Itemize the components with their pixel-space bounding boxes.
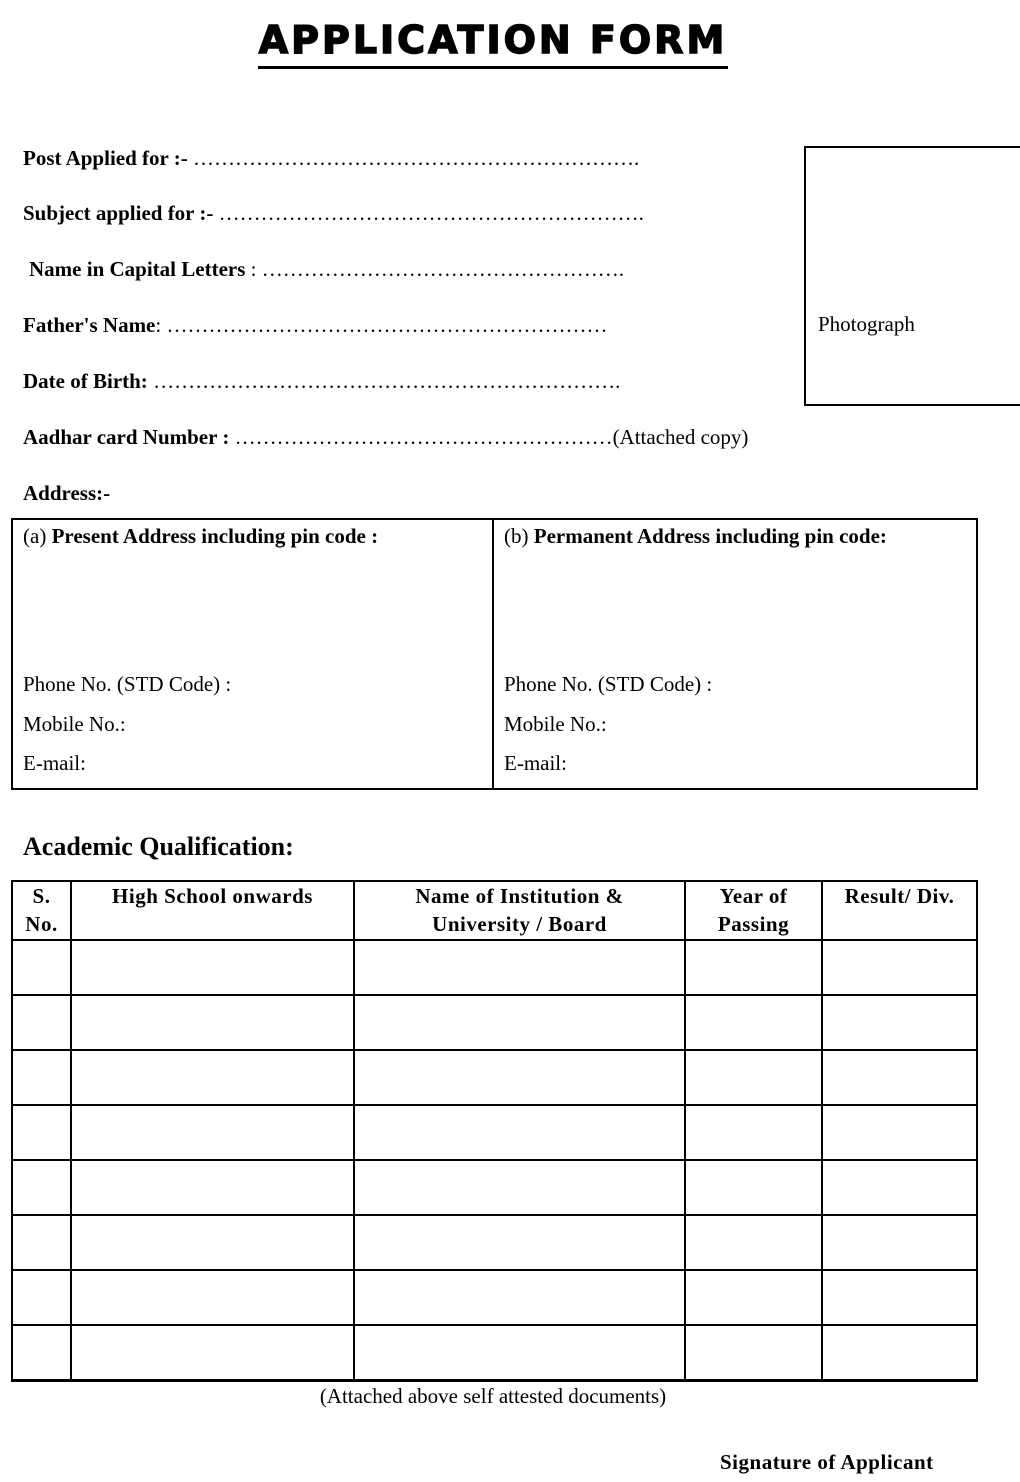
- father-name-dots: ………………………………………………………: [166, 313, 608, 337]
- header-institution-line2: University / Board: [432, 912, 607, 936]
- permanent-email-label: E-mail:: [504, 751, 567, 775]
- result-cell[interactable]: [822, 1270, 977, 1325]
- dob-field[interactable]: [23, 368, 620, 394]
- father-name-label: Father's Name: [23, 313, 156, 337]
- name-capital-label: Name in Capital Letters: [29, 257, 246, 281]
- post-applied-label: Post Applied for: [23, 146, 169, 170]
- year-cell[interactable]: [685, 1325, 822, 1381]
- sno-cell[interactable]: [12, 995, 71, 1050]
- year-cell[interactable]: [685, 1270, 822, 1325]
- table-row: [12, 1105, 977, 1160]
- table-row: [12, 1050, 977, 1105]
- table-header-row: [12, 881, 977, 940]
- year-cell[interactable]: [685, 1050, 822, 1105]
- present-mobile-label: Mobile No.:: [23, 712, 126, 736]
- sno-cell[interactable]: [12, 1050, 71, 1105]
- permanent-address-label: Permanent Address including pin code:: [533, 524, 887, 548]
- name-capital-sep: :: [245, 257, 262, 281]
- school-cell[interactable]: [71, 1105, 354, 1160]
- result-cell[interactable]: [822, 1325, 977, 1381]
- school-cell[interactable]: [71, 1050, 354, 1105]
- dob-label: Date of Birth:: [23, 369, 148, 393]
- sno-cell[interactable]: [12, 940, 71, 995]
- year-cell[interactable]: [685, 995, 822, 1050]
- table-row: [12, 995, 977, 1050]
- result-cell[interactable]: [822, 995, 977, 1050]
- permanent-mobile-label: Mobile No.:: [504, 712, 607, 736]
- school-cell[interactable]: [71, 1325, 354, 1381]
- year-cell[interactable]: [685, 1215, 822, 1270]
- result-cell[interactable]: [822, 940, 977, 995]
- address-box: [11, 518, 978, 790]
- institution-cell[interactable]: [354, 995, 685, 1050]
- subject-applied-dots: …………………………………………………….: [218, 201, 644, 225]
- signature-label: Signature of Applicant: [720, 1450, 934, 1474]
- year-cell[interactable]: [685, 1160, 822, 1215]
- year-cell[interactable]: [685, 1105, 822, 1160]
- father-name-sep: :: [155, 313, 167, 337]
- sno-cell[interactable]: [12, 1270, 71, 1325]
- academic-qualification-title: Academic Qualification:: [23, 832, 294, 861]
- table-row: [12, 940, 977, 995]
- present-address-column[interactable]: [13, 520, 494, 788]
- institution-cell[interactable]: [354, 1325, 685, 1381]
- table-row: [12, 1215, 977, 1270]
- header-sno-line1: S.: [32, 884, 51, 908]
- father-name-field[interactable]: [23, 312, 607, 338]
- header-result: [822, 881, 977, 940]
- aadhar-field[interactable]: [23, 424, 748, 450]
- header-year-line1: Year of: [719, 884, 788, 908]
- result-cell[interactable]: [822, 1050, 977, 1105]
- header-year: [685, 881, 822, 940]
- table-row: [12, 1160, 977, 1215]
- subject-applied-sep: :-: [194, 201, 219, 225]
- institution-cell[interactable]: [354, 940, 685, 995]
- permanent-phone-label: Phone No. (STD Code) :: [504, 672, 713, 696]
- header-year-line2: Passing: [717, 912, 790, 936]
- attached-documents-note: (Attached above self attested documents): [319, 1384, 667, 1408]
- result-cell[interactable]: [822, 1105, 977, 1160]
- header-sno: [12, 881, 71, 940]
- post-applied-dots: ……………………………………………………….: [192, 146, 640, 170]
- present-address-prefix: (a): [23, 524, 52, 548]
- header-school-text: High School onwards: [112, 884, 313, 908]
- dob-dots: ………………………………………………………….: [153, 369, 621, 393]
- post-applied-field[interactable]: [23, 145, 639, 171]
- table-row: [12, 1270, 977, 1325]
- present-email-label: E-mail:: [23, 751, 86, 775]
- post-applied-sep: :-: [168, 146, 193, 170]
- aadhar-label: Aadhar card Number :: [23, 425, 230, 449]
- header-result-text: Result/ Div.: [844, 884, 955, 908]
- institution-cell[interactable]: [354, 1270, 685, 1325]
- school-cell[interactable]: [71, 1270, 354, 1325]
- permanent-address-prefix: (b): [504, 524, 534, 548]
- school-cell[interactable]: [71, 1160, 354, 1215]
- permanent-address-heading: [504, 524, 887, 549]
- table-row: [12, 1325, 977, 1381]
- name-capital-dots: …………………………………………….: [261, 257, 624, 281]
- result-cell[interactable]: [822, 1160, 977, 1215]
- photograph-label: Photograph: [818, 312, 915, 336]
- institution-cell[interactable]: [354, 1160, 685, 1215]
- academic-qualification-table: [11, 880, 978, 1382]
- header-sno-line2: No.: [25, 912, 58, 936]
- present-address-label: Present Address including pin code :: [51, 524, 379, 548]
- header-school: [71, 881, 354, 940]
- sno-cell[interactable]: [12, 1215, 71, 1270]
- header-institution: [354, 881, 685, 940]
- aadhar-dots: ………………………………………………: [234, 425, 613, 449]
- address-label: Address:-: [23, 481, 111, 505]
- sno-cell[interactable]: [12, 1105, 71, 1160]
- school-cell[interactable]: [71, 940, 354, 995]
- school-cell[interactable]: [71, 995, 354, 1050]
- address-heading: [23, 480, 110, 506]
- header-institution-line1: Name of Institution &: [415, 884, 624, 908]
- subject-applied-label: Subject applied for: [23, 201, 195, 225]
- name-capital-field[interactable]: [29, 256, 624, 282]
- present-phone-label: Phone No. (STD Code) :: [23, 672, 232, 696]
- institution-cell[interactable]: [354, 1105, 685, 1160]
- present-address-heading: [23, 524, 378, 549]
- photograph-box[interactable]: [804, 146, 1020, 406]
- year-cell[interactable]: [685, 940, 822, 995]
- institution-cell[interactable]: [354, 1215, 685, 1270]
- subject-applied-field[interactable]: [23, 200, 644, 226]
- table-body: [12, 940, 977, 1381]
- school-cell[interactable]: [71, 1215, 354, 1270]
- aadhar-suffix: (Attached copy): [612, 425, 749, 449]
- form-title: APPLICATION FORM: [258, 14, 728, 69]
- sno-cell[interactable]: [12, 1325, 71, 1381]
- permanent-address-column[interactable]: [494, 520, 976, 788]
- sno-cell[interactable]: [12, 1160, 71, 1215]
- result-cell[interactable]: [822, 1215, 977, 1270]
- institution-cell[interactable]: [354, 1050, 685, 1105]
